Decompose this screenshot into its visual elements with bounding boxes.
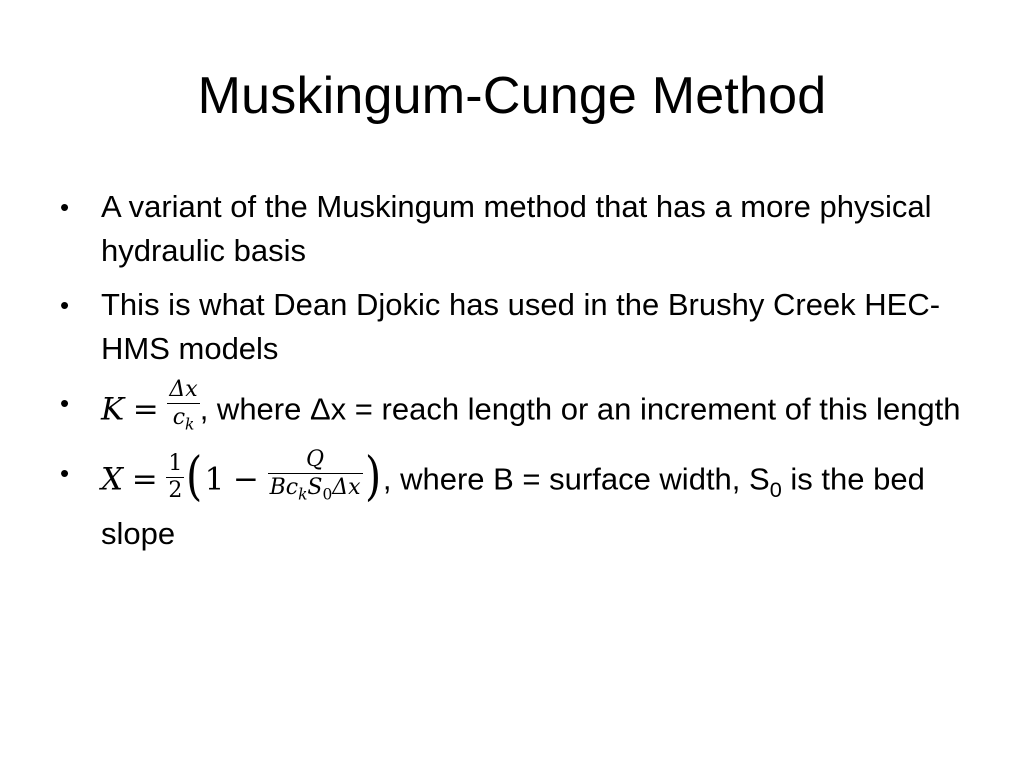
formula-q-fraction <box>268 447 363 507</box>
den-k: k <box>185 415 195 434</box>
bullet-text: , where Δx = reach length or an increment of this length <box>199 391 961 427</box>
bullet-dot-icon: • <box>60 388 70 418</box>
formula-minus: − <box>232 461 259 498</box>
fraction-denominator <box>268 474 363 507</box>
formula-half-fraction <box>166 451 184 504</box>
formula-k-fraction <box>167 377 199 437</box>
den-dx: Δx <box>332 475 361 501</box>
bullet-text: This is what Dean Djokic has used in the Brushy Creek HEC-HMS models <box>101 287 941 366</box>
formula-equals: = <box>132 391 159 428</box>
slide-title: Muskingum-Cunge Method <box>197 67 827 125</box>
den-k: k <box>298 485 308 504</box>
den-c: c <box>285 475 299 501</box>
den-S: S <box>307 475 323 501</box>
left-paren: ( <box>186 446 203 507</box>
fraction-numerator: 1 <box>168 451 183 477</box>
bullet-item-djokic <box>60 283 980 371</box>
bullet-dot-icon: • <box>60 290 70 320</box>
bullet-text: A variant of the Muskingum method that has a more physical hydraulic basis <box>101 189 932 268</box>
den-0: 0 <box>322 485 333 504</box>
formula-k-symbol: K <box>101 391 125 428</box>
bullet-text: is the bed slope <box>101 461 925 552</box>
fraction-numerator: Q <box>268 447 363 474</box>
den-B: B <box>269 475 286 501</box>
bullet-item-k-formula <box>60 377 980 441</box>
bullet-dot-icon: • <box>60 458 70 489</box>
fraction-numerator: Δx <box>169 377 198 402</box>
den-c: c <box>172 405 186 430</box>
bullet-text: , where B = surface width, S <box>382 461 770 497</box>
bullet-item-variant <box>60 185 980 273</box>
bullet-text-subscript: 0 <box>769 477 782 503</box>
fraction-denominator <box>167 404 199 437</box>
formula-equals: = <box>131 461 158 498</box>
bullet-list <box>60 185 980 566</box>
formula-one: 1 <box>204 461 225 498</box>
bullet-item-x-formula <box>60 446 980 556</box>
formula-x-symbol: X <box>101 461 124 498</box>
bullet-dot-icon: • <box>60 192 70 222</box>
fraction-denominator: 2 <box>168 478 183 504</box>
right-paren: ) <box>364 446 381 507</box>
